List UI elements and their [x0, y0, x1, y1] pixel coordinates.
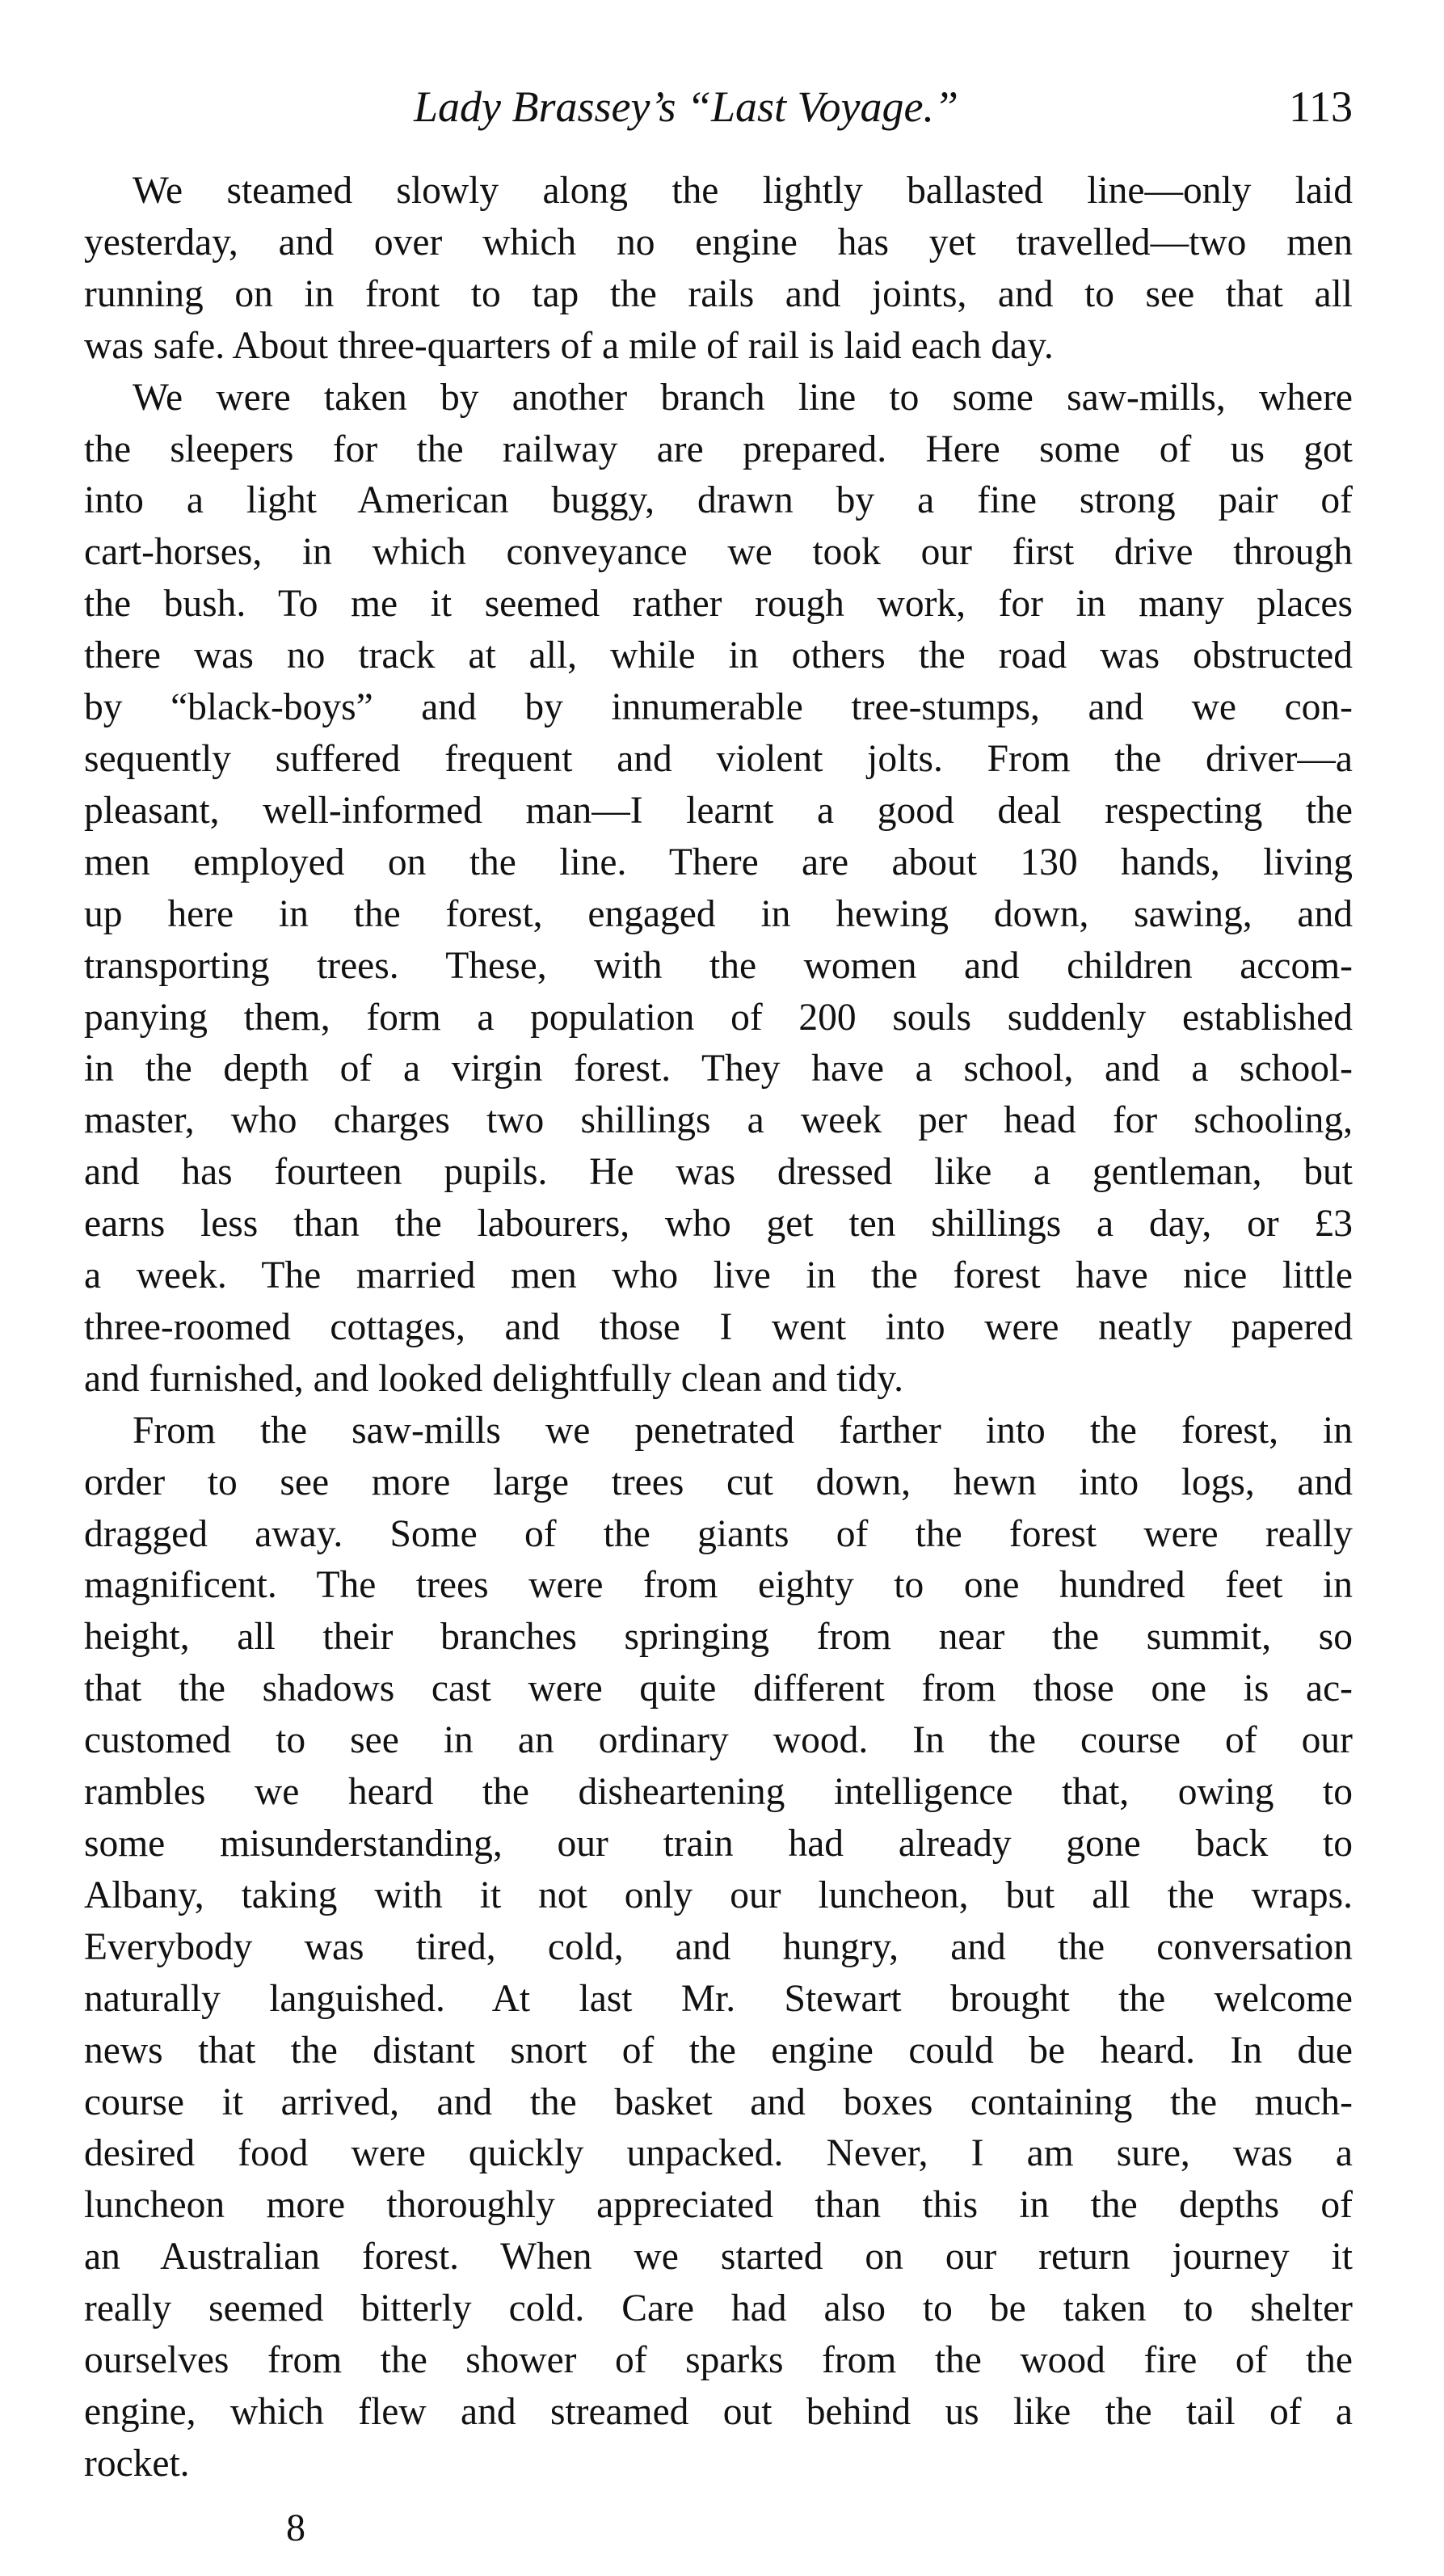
- text-line: We steamed slowly along the lightly ballasted line—only laid: [133, 170, 1353, 212]
- text-line: luncheon more thoroughly appreciated than this in the depths of: [84, 2184, 1353, 2227]
- text-line: sequently suffered frequent and violent jolts. From the driver—a: [84, 737, 1353, 780]
- text-line: naturally languished. At last Mr. Stewart brought the welcome: [84, 1977, 1353, 2020]
- text-line: cart-horses, in which conveyance we took our first drive through: [84, 531, 1353, 574]
- text-line: into a light American buggy, drawn by a fine strong pair of: [84, 479, 1353, 522]
- text-line: transporting trees. These, with the women and children accom-: [84, 944, 1353, 987]
- text-line: From the saw-mills we penetrated farther into the forest, in: [133, 1409, 1353, 1452]
- signature-mark: 8: [286, 2506, 305, 2549]
- text-line: master, who charges two shillings a week per head for schooling,: [84, 1099, 1353, 1142]
- text-line: three-roomed cottages, and those I went into were neatly papered: [84, 1305, 1353, 1348]
- text-line: the bush. To me it seemed rather rough work, for in many places: [84, 583, 1353, 626]
- text-line: pleasant, well-informed man—I learnt a good deal respecting the: [84, 789, 1353, 832]
- text-line: We were taken by another branch line to some saw-mills, where: [133, 376, 1353, 419]
- text-line: some misunderstanding, our train had already gone back to: [84, 1823, 1353, 1865]
- text-line: height, all their branches springing from near the summit, so: [84, 1616, 1353, 1659]
- text-line: dragged away. Some of the giants of the forest were really: [84, 1512, 1353, 1555]
- text-line: customed to see in an ordinary wood. In the course of our: [84, 1719, 1353, 1762]
- running-head: [84, 74, 1353, 139]
- page-number: 113: [1289, 82, 1353, 131]
- text-line: magnificent. The trees were from eighty to one hundred feet in: [84, 1564, 1353, 1607]
- text-line: and furnished, and looked delightfully clean and tidy.: [84, 1357, 903, 1400]
- text-line: Everybody was tired, cold, and hungry, and the conversation: [84, 1925, 1353, 1968]
- text-line: engine, which flew and streamed out behind us like the tail of a: [84, 2390, 1353, 2433]
- text-line: men employed on the line. There are about 130 hands, living: [84, 841, 1353, 883]
- text-line: rocket.: [84, 2442, 190, 2485]
- text-line: yesterday, and over which no engine has yet travelled—two men: [84, 221, 1353, 264]
- text-line: desired food were quickly unpacked. Never, I am sure, was a: [84, 2132, 1353, 2175]
- running-title: Lady Brassey’s “Last Voyage.”: [413, 82, 959, 131]
- text-line: news that the distant snort of the engine could be heard. In due: [84, 2029, 1353, 2072]
- paragraph: [84, 1406, 1353, 2490]
- text-line: that the shadows cast were quite different from those one is ac-: [84, 1667, 1353, 1710]
- text-line: up here in the forest, engaged in hewing down, sawing, and: [84, 892, 1353, 935]
- text-line: order to see more large trees cut down, hewn into logs, and: [84, 1461, 1353, 1503]
- text-line: by “black-boys” and by innumerable tree-stumps, and we con-: [84, 686, 1353, 729]
- text-line: ourselves from the shower of sparks from the wood fire of the: [84, 2339, 1353, 2382]
- text-line: panying them, form a population of 200 souls suddenly established: [84, 996, 1353, 1039]
- paragraph: [84, 166, 1353, 373]
- text-line: the sleepers for the railway are prepared. Here some of us got: [84, 428, 1353, 470]
- text-line: Albany, taking with it not only our luncheon, but all the wraps.: [84, 1874, 1353, 1916]
- text-line: an Australian forest. When we started on our return journey it: [84, 2236, 1353, 2279]
- text-line: course it arrived, and the basket and boxes containing the much-: [84, 2081, 1353, 2123]
- text-line: was safe. About three-quarters of a mile of rail is laid each day.: [84, 324, 1054, 367]
- text-line: really seemed bitterly cold. Care had also to be taken to shelter: [84, 2287, 1353, 2330]
- text-line: and has fourteen pupils. He was dressed like a gentleman, but: [84, 1151, 1353, 1194]
- body-text: [84, 166, 1353, 2490]
- paragraph: [84, 373, 1353, 1406]
- text-line: running on in front to tap the rails and joints, and to see that all: [84, 272, 1353, 315]
- text-line: there was no track at all, while in others the road was obstructed: [84, 635, 1353, 677]
- text-line: rambles we heard the disheartening intelligence that, owing to: [84, 1771, 1353, 1814]
- text-line: earns less than the labourers, who get ten shillings a day, or £3: [84, 1203, 1353, 1246]
- text-line: a week. The married men who live in the forest have nice little: [84, 1254, 1353, 1297]
- text-line: in the depth of a virgin forest. They have a school, and a school-: [84, 1048, 1353, 1090]
